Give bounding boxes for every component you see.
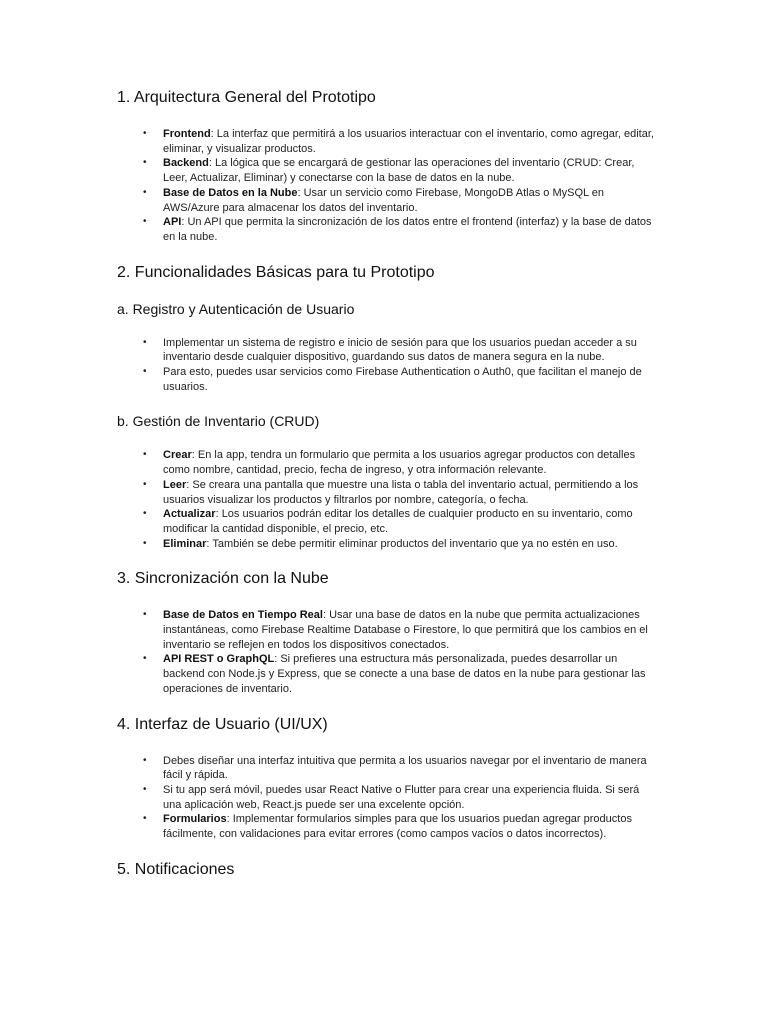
- list-item: • Crear: En la app, tendra un formulario que permita a los usuarios agregar productos con detalles como nombre, cantidad, precio, fecha de ingreso, y otra información relevante.: [143, 449, 636, 477]
- heading-notificaciones: 5. Notificaciones: [117, 860, 235, 878]
- list-item: • Frontend: La interfaz que permitirá a los usuarios interactuar con el inventario, como agregar, editar, eliminar, y visualizar productos.: [143, 128, 654, 155]
- list-item: • Si tu app será móvil, puedes usar React Native o Flutter para crear una experiencia fluida. Si será una aplicación web, React.js puede ser una excelente opción.: [143, 783, 640, 811]
- heading-funcionalidades: 2. Funcionalidades Básicas para tu Prototipo: [117, 263, 435, 281]
- heading-interfaz: 4. Interfaz de Usuario (UI/UX): [117, 715, 328, 733]
- list-item: • API REST o GraphQL: Si prefieres una estructura más personalizada, puedes desarrollar un backend con Node.js y Express, que se conecte a una base de datos en la nube para gestionar las operaciones de inventario.: [143, 653, 646, 695]
- document-body: [117, 88, 657, 880]
- list-item: • Base de Datos en la Nube: Usar un servicio como Firebase, MongoDB Atlas o MySQL en AWS/Azure para almacenar los datos del inventario.: [143, 186, 604, 214]
- list-interfaz: [117, 754, 657, 842]
- list-item: • Implementar un sistema de registro e inicio de sesión para que los usuarios puedan acceder a su inventario desde cualquier dispositivo, guardando sus datos de manera segura en la nube.: [143, 336, 637, 364]
- list-item: • Actualizar: Los usuarios podrán editar los detalles de cualquier producto en su inventario, como modificar la cantidad disponible, el precio, etc.: [143, 508, 633, 535]
- list-item: • Formularios: Implementar formularios simples para que los usuarios puedan agregar productos fácilmente, con validaciones para evitar errores (como campos vacíos o datos incorrectos).: [143, 813, 632, 841]
- subheading-registro: a. Registro y Autenticación de Usuario: [117, 300, 355, 317]
- list-arquitectura: [117, 127, 657, 245]
- list-item: • Leer: Se creara una pantalla que muestre una lista o tabla del inventario actual, permitiendo a los usuarios visualizar los productos y filtrarlos por nombre, categoría, o fecha.: [143, 478, 639, 506]
- heading-arquitectura: 1. Arquitectura General del Prototipo: [117, 89, 376, 106]
- list-item: • Backend: La lógica que se encargará de gestionar las operaciones del inventario (CRUD: Crear, Leer, Actualizar, Eliminar) y conectarse con la base de datos en la nube.: [143, 157, 635, 185]
- list-item: • Eliminar: También se debe permitir eliminar productos del inventario que ya no estén en uso.: [143, 537, 618, 550]
- subheading-gestion: b. Gestión de Inventario (CRUD): [117, 413, 320, 430]
- list-item: • Base de Datos en Tiempo Real: Usar una base de datos en la nube que permita actualizaciones instantáneas, como Firebase Realtime Database o Firestore, lo que permitirá que los cambios en el inventario se reflejen en todos los dispositivos conectados.: [143, 609, 648, 651]
- list-item: • Debes diseñar una interfaz intuitiva que permita a los usuarios navegar por el inventario de manera fácil y rápida.: [143, 754, 647, 782]
- list-sincronizacion: [117, 608, 657, 696]
- heading-sincronizacion: 3. Sincronización con la Nube: [117, 570, 329, 588]
- list-gestion: [117, 448, 657, 551]
- list-registro: [117, 336, 657, 395]
- list-item: • API: Un API que permita la sincronización de los datos entre el frontend (interfaz) y la base de datos en la nube.: [143, 216, 652, 243]
- list-item: • Para esto, puedes usar servicios como Firebase Authentication o Auth0, que facilitan el manejo de usuarios.: [143, 366, 642, 393]
